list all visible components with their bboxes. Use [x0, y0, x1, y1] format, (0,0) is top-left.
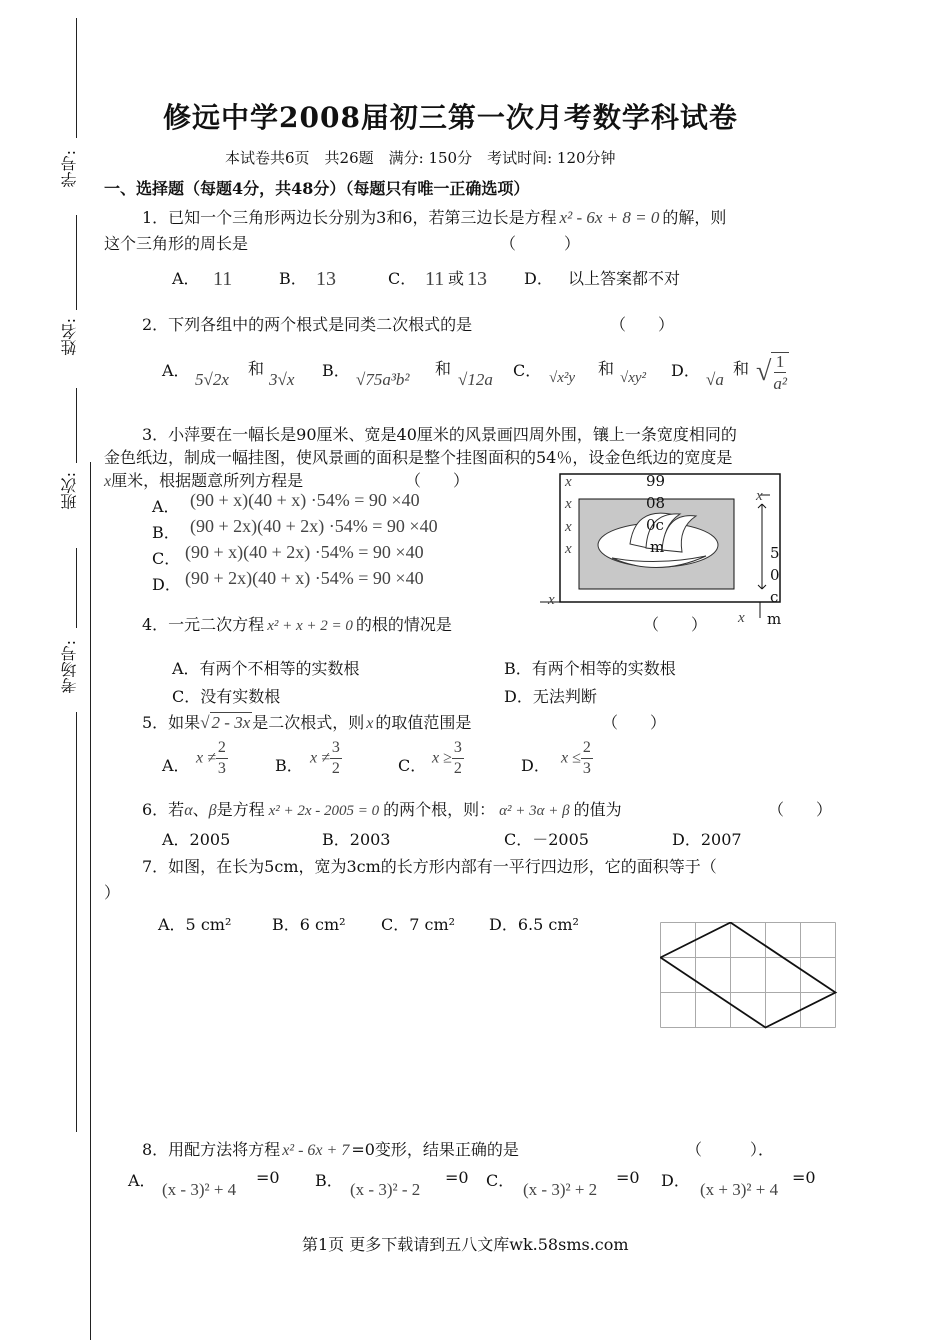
- q8-option-b-label: B．: [315, 1171, 343, 1190]
- q8-stem: 8．用配方法将方程 x² - 6x + 7 =0变形，结果正确的是: [142, 1140, 519, 1159]
- q5-option-d-label: D．: [521, 756, 550, 775]
- q1-option-c-value1: 11: [425, 268, 445, 290]
- q7-option-a: A．5 cm²: [158, 915, 232, 934]
- q2-option-c-expr1: √x²y: [549, 370, 576, 386]
- q7-line-2: ）: [104, 883, 121, 902]
- q3-option-c-eq: (90 + x)(40 + 2x) ·54% = 90 ×40: [185, 542, 424, 562]
- q4-option-a: A．有两个不相等的实数根: [172, 659, 360, 678]
- q8-option-c-eq: (x - 3)² + 2: [523, 1180, 598, 1199]
- binding-line: [76, 548, 77, 628]
- binding-line: [76, 215, 77, 310]
- binding-line: [76, 18, 77, 138]
- q6-option-d: D．2007: [672, 830, 742, 849]
- q3-option-d-label: D．: [152, 575, 181, 594]
- q3-line-3: x厘米，根据题意所列方程是: [104, 471, 304, 490]
- binding-line: [90, 462, 91, 1340]
- page-footer: 第1页 更多下载请到五八文库wk.58sms.com: [302, 1235, 629, 1254]
- q1-option-a-value: 11: [213, 268, 233, 290]
- q8-option-a-tail: =0: [256, 1168, 280, 1187]
- q2-option-d-expr1: √a: [706, 370, 724, 389]
- q1-option-d-value: 以上答案都不对: [568, 269, 681, 288]
- q3-fig-x-label: x: [565, 474, 572, 490]
- q2-option-b-label: B．: [322, 361, 350, 380]
- q4-answer-paren: （ ）: [643, 615, 708, 634]
- q3-line-1: 3．小萍要在一幅长是90厘米、宽是40厘米的风景画四周外围，镶上一条宽度相同的: [142, 425, 737, 444]
- q1-option-a-label: A．: [172, 269, 200, 288]
- q3-line-2: 金色纸边，制成一幅挂图，使风景画的面积是整个挂图面积的54％，设金色纸边的宽度是: [104, 448, 733, 467]
- q4-option-b: B．有两个相等的实数根: [504, 659, 676, 678]
- q5-option-c-expr: x ≥ $\frac{3}{2}$: [432, 739, 462, 777]
- q3-fig-x-label: x: [565, 519, 572, 535]
- q4-option-d: D．无法判断: [504, 687, 597, 706]
- q1-equation: x² - 6x + 8 = 0: [559, 208, 660, 227]
- q3-fig-x-label: x: [565, 496, 572, 512]
- q2-option-c-and: 和: [598, 359, 615, 378]
- q7-option-d: D．6.5 cm²: [489, 915, 579, 934]
- q2-option-b-expr2: √12a: [458, 370, 493, 389]
- q5-option-a-expr: x ≠ $\frac{2}{3}$: [196, 739, 226, 777]
- q3-option-b-label: B．: [152, 523, 180, 542]
- q6-expression: α² + 3α + β: [499, 803, 570, 819]
- q6-answer-paren: （ ）: [768, 800, 833, 819]
- q4-equation: x² + x + 2 = 0: [267, 618, 353, 634]
- q1-answer-paren: （ ）: [500, 234, 581, 253]
- q8-answer-paren: （ ）．: [686, 1140, 775, 1159]
- q2-option-c-label: C．: [513, 361, 542, 380]
- section-heading: 一、选择题（每题4分，共48分）（每题只有唯一正确选项）: [104, 179, 530, 198]
- page-title: 修远中学2008届初三第一次月考数学科试卷: [163, 101, 738, 134]
- q1-option-c-label: C．: [388, 269, 417, 288]
- q5-option-c-label: C．: [398, 756, 427, 775]
- q8-option-a-label: A．: [128, 1171, 156, 1190]
- q8-option-b-eq: (x - 3)² - 2: [350, 1180, 421, 1199]
- q3-option-d-eq: (90 + 2x)(40 + x) ·54% = 90 ×40: [185, 568, 424, 588]
- q8-option-c-label: C．: [486, 1171, 515, 1190]
- q6-option-c: C．－2005: [504, 830, 589, 849]
- q8-equation: x² - 6x + 7: [282, 1142, 350, 1159]
- q4-stem: 4．一元二次方程 x² + x + 2 = 0 的根的情况是: [142, 615, 452, 634]
- q2-option-d-label: D．: [671, 361, 700, 380]
- q4-option-c: C．没有实数根: [172, 687, 281, 706]
- q1-option-d-label: D．: [524, 269, 553, 288]
- q3-fig-x-label: x: [548, 592, 555, 608]
- q5-option-a-label: A．: [162, 756, 190, 775]
- q8-option-a-eq: (x - 3)² + 4: [162, 1180, 237, 1199]
- q5-option-d-expr: x ≤ $\frac{2}{3}$: [561, 739, 591, 777]
- q2-stem: 2．下列各组中的两个根式是同类二次根式的是: [142, 315, 473, 334]
- q3-option-a-eq: (90 + x)(40 + x) ·54% = 90 ×40: [190, 490, 420, 510]
- q2-option-a-expr1: 5√2x: [195, 370, 229, 389]
- q2-option-a-expr2: 3√x: [269, 370, 295, 389]
- q7-line-1: 7．如图，在长为5cm，宽为3cm的长方形内部有一平行四边形，它的面积等于（: [142, 857, 717, 876]
- q5-answer-paren: （ ）: [602, 713, 667, 732]
- q2-option-a-label: A．: [162, 361, 190, 380]
- name-label: 姓名:: [60, 318, 79, 356]
- q2-option-c-expr2: √xy²: [620, 370, 647, 386]
- q3-fig-x-label: x: [738, 610, 745, 626]
- q8-option-d-eq: (x + 3)² + 4: [700, 1180, 779, 1199]
- q6-equation: x² + 2x - 2005 = 0: [268, 803, 380, 819]
- q2-option-d-and: 和: [733, 359, 750, 378]
- q6-option-b: B．2003: [322, 830, 391, 849]
- q2-option-d-expr2: √ $\frac{1}{\text{a²}}$: [756, 352, 787, 393]
- exam-room-label: 考场号:: [60, 640, 79, 694]
- q1-stem-cont: 这个三角形的周长是: [104, 234, 249, 253]
- q3-option-c-label: C．: [152, 549, 181, 568]
- q8-option-c-tail: =0: [616, 1168, 640, 1187]
- student-id-label: 学号:: [60, 150, 79, 188]
- q1-stem: 1．已知一个三角形两边长分别为3和6，若第三边长是方程 x² - 6x + 8 = 0 的解，则: [142, 208, 727, 227]
- q6-option-a: A．2005: [162, 830, 231, 849]
- q7-figure-grid: [660, 922, 838, 1030]
- class-label: 班次:: [60, 472, 79, 510]
- q5-stem: 5．如果√ 2 - 3x 是二次根式，则 x 的取值范围是: [142, 713, 472, 732]
- q1-option-b-value: 13: [316, 268, 336, 290]
- q8-option-d-tail: =0: [792, 1168, 816, 1187]
- q7-option-c: C．7 cm²: [381, 915, 456, 934]
- q2-option-b-expr1: √75a³b²: [356, 370, 410, 389]
- binding-line: [76, 712, 77, 1132]
- q2-option-a-and: 和: [248, 359, 265, 378]
- q6-stem: 6．若α、β是方程 x² + 2x - 2005 = 0 的两个根，则： α² + 3α + β 的值为: [142, 800, 622, 819]
- q3-fig-x-label: x: [565, 541, 572, 557]
- q8-option-b-tail: =0: [445, 1168, 469, 1187]
- q3-option-a-label: A．: [152, 497, 180, 516]
- q7-option-b: B．6 cm²: [272, 915, 346, 934]
- q8-option-d-label: D．: [661, 1171, 690, 1190]
- binding-line: [76, 388, 77, 463]
- page-subtitle: 本试卷共6页 共26题 满分: 150分 考试时间: 120分钟: [225, 149, 616, 167]
- q1-option-c-value2: 13: [467, 268, 487, 290]
- q1-option-b-label: B．: [279, 269, 307, 288]
- q5-option-b-label: B．: [275, 756, 303, 775]
- q2-answer-paren: （ ）: [610, 315, 675, 334]
- q5-radicand: 2 - 3x: [211, 713, 251, 732]
- q3-option-b-eq: (90 + 2x)(40 + 2x) ·54% = 90 ×40: [190, 516, 438, 536]
- q1-option-c-or: 或: [448, 269, 465, 288]
- q3-answer-paren: （ ）: [405, 471, 470, 490]
- q7-parallelogram: [661, 923, 836, 1028]
- q5-option-b-expr: x ≠ $\frac{3}{2}$: [310, 739, 340, 777]
- q2-option-b-and: 和: [435, 359, 452, 378]
- q3-fig-x-label: x: [756, 488, 763, 504]
